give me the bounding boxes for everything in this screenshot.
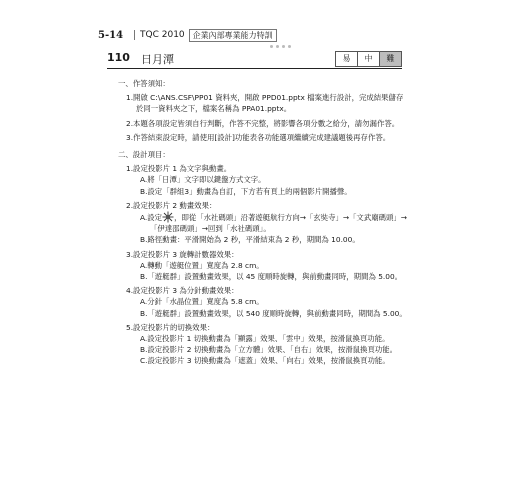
page-number: 5-14: [98, 29, 124, 41]
instruction-subitem: B.「遊艇群」設置動畫效果，以 540 度順時旋轉，與前動畫同時，期間為 5.00。: [140, 308, 407, 318]
product-name: TQC 2010: [140, 30, 185, 40]
instruction-subitem: B.「遊艇群」設置動畫效果，以 45 度順時旋轉，與前動畫同時，期間為 5.00。: [140, 272, 403, 282]
difficulty-indicator: [336, 51, 402, 67]
instruction-subitem: B.設定投影片 2 切換動畫為「立方體」效果、「自右」效果，按滑鼠換頁功能。: [140, 345, 398, 355]
instruction-subitem: A.轉動「遊艇位置」寬度為 2.8 cm。: [140, 260, 264, 270]
difficulty-medium: 中: [357, 51, 380, 67]
section-title: 一、作答須知：: [118, 79, 170, 88]
instruction-item: 3.作答結束設定時，請使用[設計]功能表各功能選項繼續完成建議題後再存作答。: [126, 132, 391, 142]
instruction-item: 2.本題各項設定皆須自行判斷，作答不完整，將影響各項分數之給分，請勿漏作答。: [126, 118, 400, 128]
question-number: 110: [107, 51, 130, 64]
instruction-subitem: A.設定 ，即從「水社碼頭」沿著遊艇航行方向→「玄奘寺」→「文武廟碼頭」→「伊達邵碼頭」→回到「水社碼頭」。: [140, 213, 407, 234]
motion-path-icon: [162, 211, 174, 223]
running-header: [98, 28, 277, 42]
header-divider: [134, 30, 135, 40]
difficulty-easy: 易: [335, 51, 358, 67]
instruction-subitem: B.路徑動畫：平滑開始為 2 秒，平滑結束為 2 秒，期間為 10.00。: [140, 235, 360, 245]
instruction-item: 1.設定投影片 1 為文字與動畫。: [126, 164, 232, 174]
difficulty-hard: 難: [379, 51, 402, 67]
instruction-subitem: A.分針「水晶位置」寬度為 5.8 cm。: [140, 297, 264, 307]
section-title: 二、設計項目：: [118, 150, 170, 160]
instruction-subitem: A.設定投影片 1 切換動畫為「顯露」效果、「雲中」效果，按滑鼠換頁功能。: [140, 334, 390, 344]
question-body: [118, 78, 408, 373]
question-name: 日月潭: [141, 53, 174, 66]
instruction-item: 4.設定投影片 3 為分針動畫效果：: [126, 286, 239, 296]
instruction-subitem: C.設定投影片 3 切換動畫為「遮蓋」效果、「向右」效果，按滑鼠換頁功能。: [140, 356, 390, 366]
instruction-subitem: B.設定「群組3」動畫為自訂，下方若有頁上的兩個影片開播聲。: [140, 186, 352, 196]
instruction-subitem: A.將「日潭」文字即以鍵盤方式文字。: [140, 175, 266, 185]
instruction-item: 3.設定投影片 3 旋轉計數器效果：: [126, 249, 239, 259]
question-title-row: [107, 50, 402, 69]
instruction-item: 1.開啟 C:\ANS.CSF\PP01 資料夾，開啟 PPD01.pptx 檔案進行設計，完成結果儲存於同一資料夾之下，檔案名稱為 PPA01.pptx。: [126, 93, 404, 114]
instruction-item: 2.設定投影片 2 動畫效果：: [126, 200, 217, 210]
book-title: 企業內部專業能力特訓: [189, 29, 277, 42]
header-dots: [270, 33, 298, 37]
instruction-item: 5.設定投影片的切換效果：: [126, 322, 215, 332]
